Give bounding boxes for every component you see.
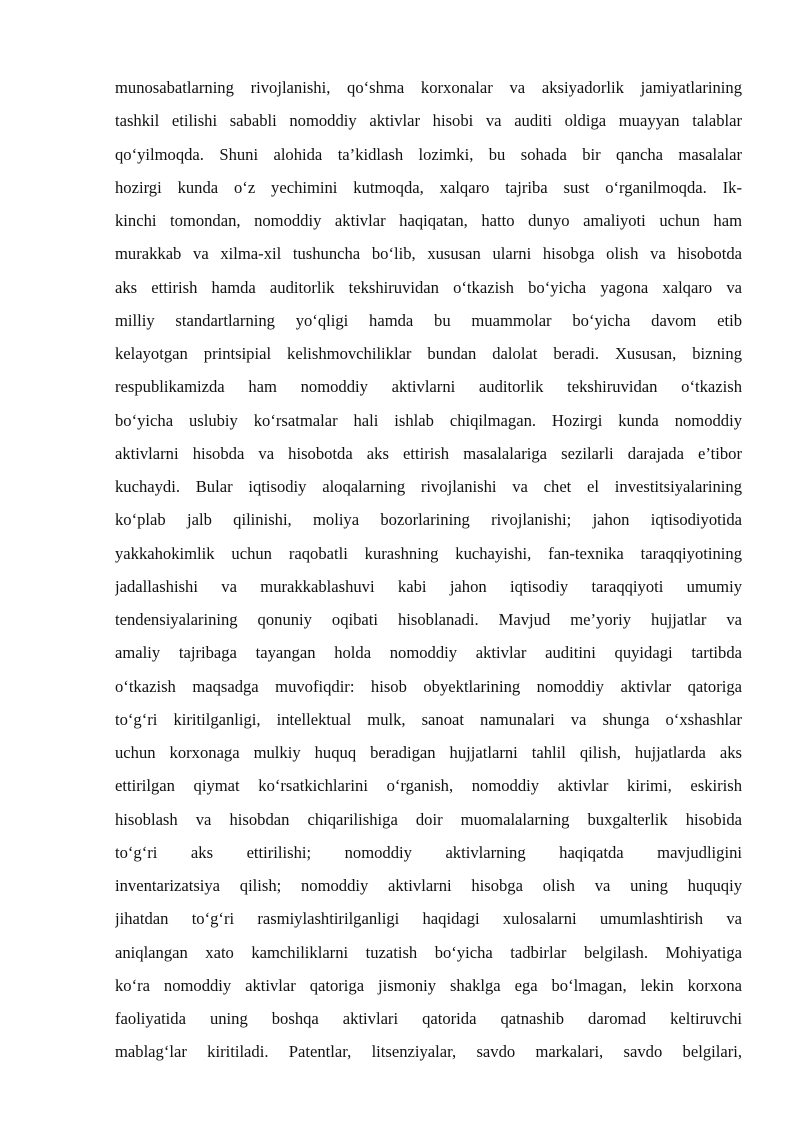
text-line: qo‘yilmoqda. Shuni alohida ta’kidlash lozimki, bu sohada bir qancha masalalar [115, 144, 742, 164]
text-line: to‘g‘ri kiritilganligi, intellektual mulk, sanoat namunalari va shunga o‘xshashlar [115, 709, 742, 729]
text-line: respublikamizda ham nomoddiy aktivlarni auditorlik tekshiruvidan o‘tkazish [115, 377, 742, 397]
text-line: inventarizatsiya qilish; nomoddiy aktivlarni hisobga olish va uning huquqiy [115, 876, 742, 895]
text-line: hozirgi kunda o‘z yechimini kutmoqda, xalqaro tajriba sust o‘rganilmoqda. Ik- [115, 177, 742, 197]
text-line: jadallashishi va murakkablashuvi kabi jahon iqtisodiy taraqqiyoti umumiy [115, 576, 742, 596]
text-line: bo‘yicha uslubiy ko‘rsatmalar hali ishlab chiqilmagan. Hozirgi kunda nomoddiy [115, 410, 742, 430]
text-line: hisoblash va hisobdan chiqarilishiga doir muomalalarning buxgalterlik hisobida [115, 809, 742, 829]
text-line: yakkahokimlik uchun raqobatli kurashning kuchayishi, fan-texnika taraqqiyotining [115, 543, 742, 563]
text-line: tashkil etilishi sababli nomoddiy aktivlar hisobi va auditi oldiga muayyan talablar [115, 111, 742, 131]
text-line: faoliyatida uning boshqa aktivlari qatorida qatnashib daromad keltiruvchi [115, 1009, 742, 1028]
text-line: uchun korxonaga mulkiy huquq beradigan hujjatlarni tahlil qilish, hujjatlarda aks [115, 743, 742, 762]
text-line: to‘g‘ri aks ettirilishi; nomoddiy aktivlarning haqiqatda mavjudligini [115, 842, 742, 862]
text-line: aktivlarni hisobda va hisobotda aks ettirish masalalariga sezilarli darajada e’tibor [115, 443, 742, 463]
text-line: milliy standartlarning yo‘qligi hamda bu muammolar bo‘yicha davom etib [115, 310, 742, 330]
text-line: aniqlangan xato kamchiliklarni tuzatish bo‘yicha tadbirlar belgilash. Mohiyatiga [115, 942, 742, 962]
text-line: ko‘plab jalb qilinishi, moliya bozorlarining rivojlanishi; jahon iqtisodiyotida [115, 510, 742, 530]
text-line: ko‘ra nomoddiy aktivlar qatoriga jismoniy shaklga ega bo‘lmagan, lekin korxona [115, 975, 742, 995]
text-line: kinchi tomondan, nomoddiy aktivlar haqiqatan, hatto dunyo amaliyoti uchun ham [115, 211, 742, 230]
text-line: ettirilgan qiymat ko‘rsatkichlarini o‘rganish, nomoddiy aktivlar kirimi, eskirish [115, 776, 742, 796]
text-line: kelayotgan printsipial kelishmovchiliklar bundan dalolat beradi. Xususan, bizning [115, 344, 742, 363]
text-line: amaliy tajribaga tayangan holda nomoddiy aktivlar auditini quyidagi tartibda [115, 643, 742, 663]
text-line: o‘tkazish maqsadga muvofiqdir: hisob obyektlarining nomoddiy aktivlar qatoriga [115, 676, 742, 696]
text-line: mablag‘lar kiritiladi. Patentlar, litsenziyalar, savdo markalari, savdo belgilari, [115, 1042, 742, 1062]
text-line: jihatdan to‘g‘ri rasmiylashtirilganligi haqidagi xulosalarni umumlashtirish va [115, 909, 742, 929]
text-line: aks ettirish hamda auditorlik tekshiruvidan o‘tkazish bo‘yicha yagona xalqaro va [115, 277, 742, 297]
text-line: kuchaydi. Bular iqtisodiy aloqalarning rivojlanishi va chet el investitsiyalarining [115, 477, 742, 496]
text-line: tendensiyalarining qonuniy oqibati hisoblanadi. Mavjud me’yoriy hujjatlar va [115, 610, 742, 629]
text-line: munosabatlarning rivojlanishi, qo‘shma korxonalar va aksiyadorlik jamiyatlarining [115, 78, 742, 97]
text-line: murakkab va xilma-xil tushuncha bo‘lib, xususan ularni hisobga olish va hisobotda [115, 244, 742, 264]
body-paragraph [115, 71, 742, 1069]
